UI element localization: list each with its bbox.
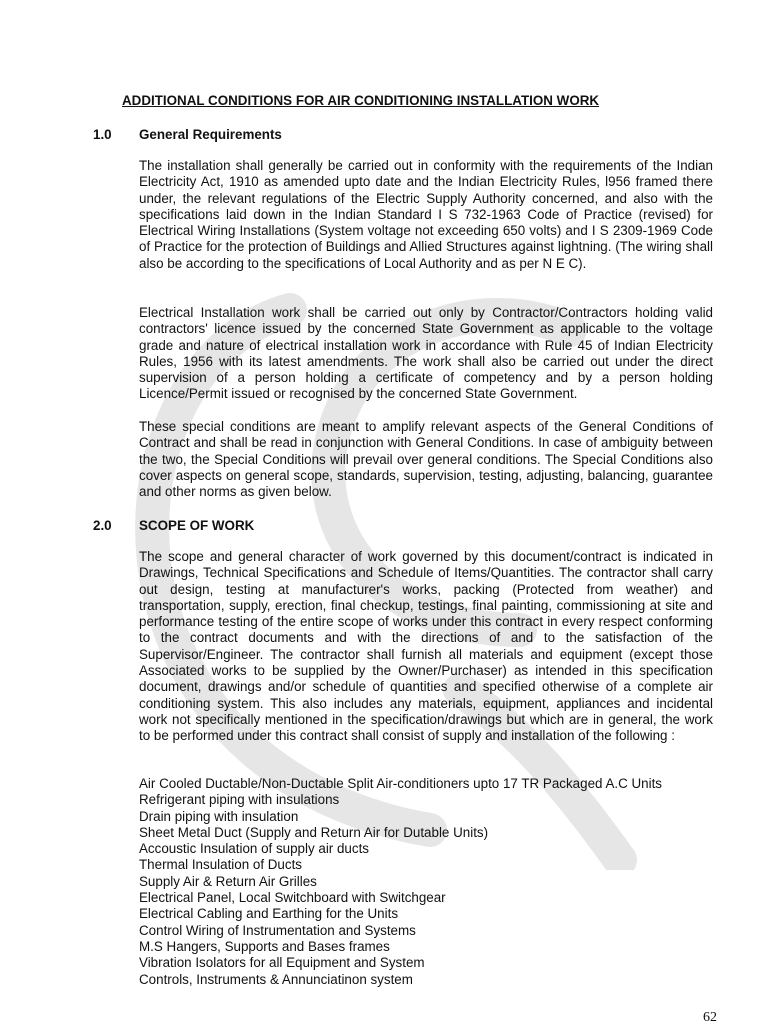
list-item: Thermal Insulation of Ducts: [139, 857, 302, 873]
paragraph: The scope and general character of work governed by this document/contract is indicated in Drawings, Technical Specifications and Schedule of Items/Quantities. The contractor shall carry out design, testing at manufacturer's works, packing (Protected from weather) and transportation, supply, erection, final checkup, testings, final painting, commissioning at site and performance testing of the entire scope of works under this contract in every respect conforming to the contract documents and with the directions of and to the satisfaction of the Supervisor/Engineer. The contractor shall furnish all materials and equipment (except those Associated works to be supplied by the Owner/Purchaser) as intended in this specification document, drawings and/or schedule of quantities and specified otherwise of a complete air conditioning system. This also includes any materials, equipment, appliances and incidental work not specifically mentioned in the specification/drawings but which are in general, the work to be performed under this contract shall consist of supply and installation of the following :: [139, 549, 713, 744]
list-item: Sheet Metal Duct (Supply and Return Air for Dutable Units): [139, 824, 489, 840]
list-item: Supply Air & Return Air Grilles: [139, 873, 317, 889]
list-item: Controls, Instruments & Annunciatinon system: [139, 971, 413, 987]
section-heading: SCOPE OF WORK: [139, 518, 255, 533]
paragraph: Electrical Installation work shall be carried out only by Contractor/Contractors holding valid contractors' licence issued by the concerned State Government as applicable to the voltage grade and nature of electrical installation work in accordance with Rule 45 of Indian Electricity Rules, 1956 with its latest amendments. The work shall also be carried out under the direct supervision of a person holding a certificate of competency and by a person holding Licence/Permit issued or recognised by the concerned State Government.: [139, 305, 713, 402]
list-item: Air Cooled Ductable/Non-Ductable Split Air-conditioners upto 17 TR Packaged A.C Units: [139, 776, 662, 791]
scope-item-list: [139, 776, 729, 988]
list-item: Drain piping with insulation: [139, 808, 299, 824]
list-item: M.S Hangers, Supports and Bases frames: [139, 938, 390, 954]
list-item: Control Wiring of Instrumentation and Systems: [139, 922, 416, 938]
paragraph: The installation shall generally be carried out in conformity with the requirements of the Indian Electricity Act, 1910 as amended upto date and the Indian Electricity Rules, l956 framed there under, the relevant regulations of the Electric Supply Authority concerned, and also with the specifications laid down in the Indian Standard I S 732-1963 Code of Practice (revised) for Electrical Wiring Installations (System voltage not exceeding 650 volts) and I S 2309-1969 Code of Practice for the protection of Buildings and Allied Structures against lightning. (The wiring shall also be according to the specifications of Local Authority and as per N E C).: [139, 158, 713, 271]
page-number: 62: [703, 1010, 717, 1025]
list-item: Electrical Panel, Local Switchboard with Switchgear: [139, 890, 446, 906]
section-heading: General Requirements: [139, 127, 282, 142]
list-item: Accoustic Insulation of supply air ducts: [139, 841, 369, 857]
document-title: ADDITIONAL CONDITIONS FOR AIR CONDITIONING INSTALLATION WORK: [122, 93, 600, 108]
section-number: 2.0: [93, 518, 112, 533]
list-item: Electrical Cabling and Earthing for the Units: [139, 906, 399, 922]
list-item: Vibration Isolators for all Equipment and System: [139, 955, 425, 971]
paragraph: These special conditions are meant to amplify relevant aspects of the General Conditions of Contract and shall be read in conjunction with General Conditions. In case of ambiguity between the two, the Special Conditions will prevail over general conditions. The Special Conditions also cover aspects on general scope, standards, supervision, testing, adjusting, balancing, guarantee and other norms as given below.: [139, 419, 713, 500]
section-number: 1.0: [93, 127, 112, 142]
list-item: Refrigerant piping with insulations: [139, 792, 340, 808]
